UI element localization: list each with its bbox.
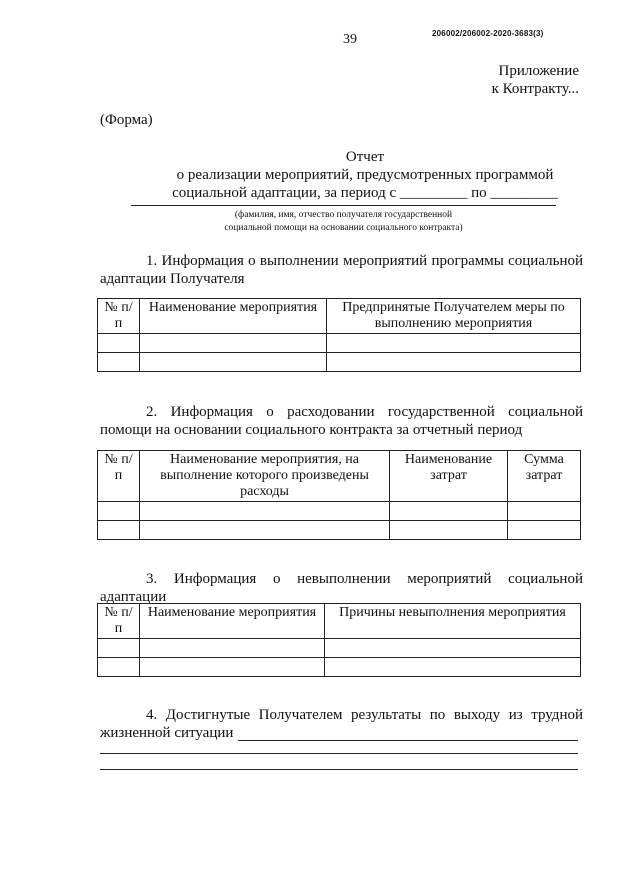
header-cost-name: Наименование затрат <box>390 451 508 502</box>
title-line-1: Отчет <box>345 149 385 165</box>
table-row <box>98 334 581 353</box>
result-line-3 <box>100 769 578 770</box>
title-line-2: о реализации мероприятий, предусмотренных программой <box>176 167 554 183</box>
appendix-line-1: Приложение <box>498 63 579 79</box>
section-2-table <box>97 450 581 540</box>
table-header-row <box>98 299 581 334</box>
form-label: (Форма) <box>100 112 153 128</box>
table-row <box>98 502 581 521</box>
table-row <box>98 521 581 540</box>
header-failure-reasons: Причины невыполнения мероприятия <box>325 604 581 639</box>
name-caption-line-1: (фамилия, имя, отчество получателя государственной <box>234 210 453 220</box>
table-header-row <box>98 604 581 639</box>
document-code: 206002/206002-2020-3683(3) <box>432 29 544 38</box>
section-3-table <box>97 603 581 677</box>
section-3-heading: 3. Информация о невыполнении мероприятий социальной адаптации <box>100 571 583 605</box>
header-number: № п/п <box>98 604 140 639</box>
table-row <box>98 639 581 658</box>
result-line-2 <box>100 753 578 754</box>
appendix-line-2: к Контракту... <box>491 81 579 97</box>
recipient-name-line <box>131 205 556 206</box>
section-1-table <box>97 298 581 372</box>
name-caption-line-2: социальной помощи на основании социального контракта) <box>224 223 463 233</box>
section-1-heading: 1. Информация о выполнении мероприятий программы социальной адаптации Получателя <box>100 253 583 287</box>
result-line-1 <box>238 740 578 741</box>
appendix-label <box>492 62 579 98</box>
table-row <box>98 658 581 677</box>
header-activity: Наименование мероприятия <box>140 299 327 334</box>
section-4-heading: 4. Достигнутые Получателем результаты по выходу из трудной жизненной ситуации <box>100 707 583 741</box>
title-line-3: социальной адаптации, за период с _________ по _________ <box>172 185 558 201</box>
page-number: 39 <box>343 32 357 47</box>
recipient-name-caption <box>131 209 556 235</box>
header-activity: Наименование мероприятия <box>140 604 325 639</box>
report-title <box>85 148 640 202</box>
header-number: № п/п <box>98 299 140 334</box>
header-number: № п/п <box>98 451 140 502</box>
header-activity-expenses: Наименование мероприятия, на выполнение которого произведены расходы <box>140 451 390 502</box>
table-row <box>98 353 581 372</box>
header-cost-amount: Сумма затрат <box>508 451 581 502</box>
table-header-row <box>98 451 581 502</box>
header-measures: Предпринятые Получателем меры по выполнению мероприятия <box>327 299 581 334</box>
section-2-heading: 2. Информация о расходовании государственной социальной помощи на основании социального контракта за отчетный период <box>100 404 583 438</box>
